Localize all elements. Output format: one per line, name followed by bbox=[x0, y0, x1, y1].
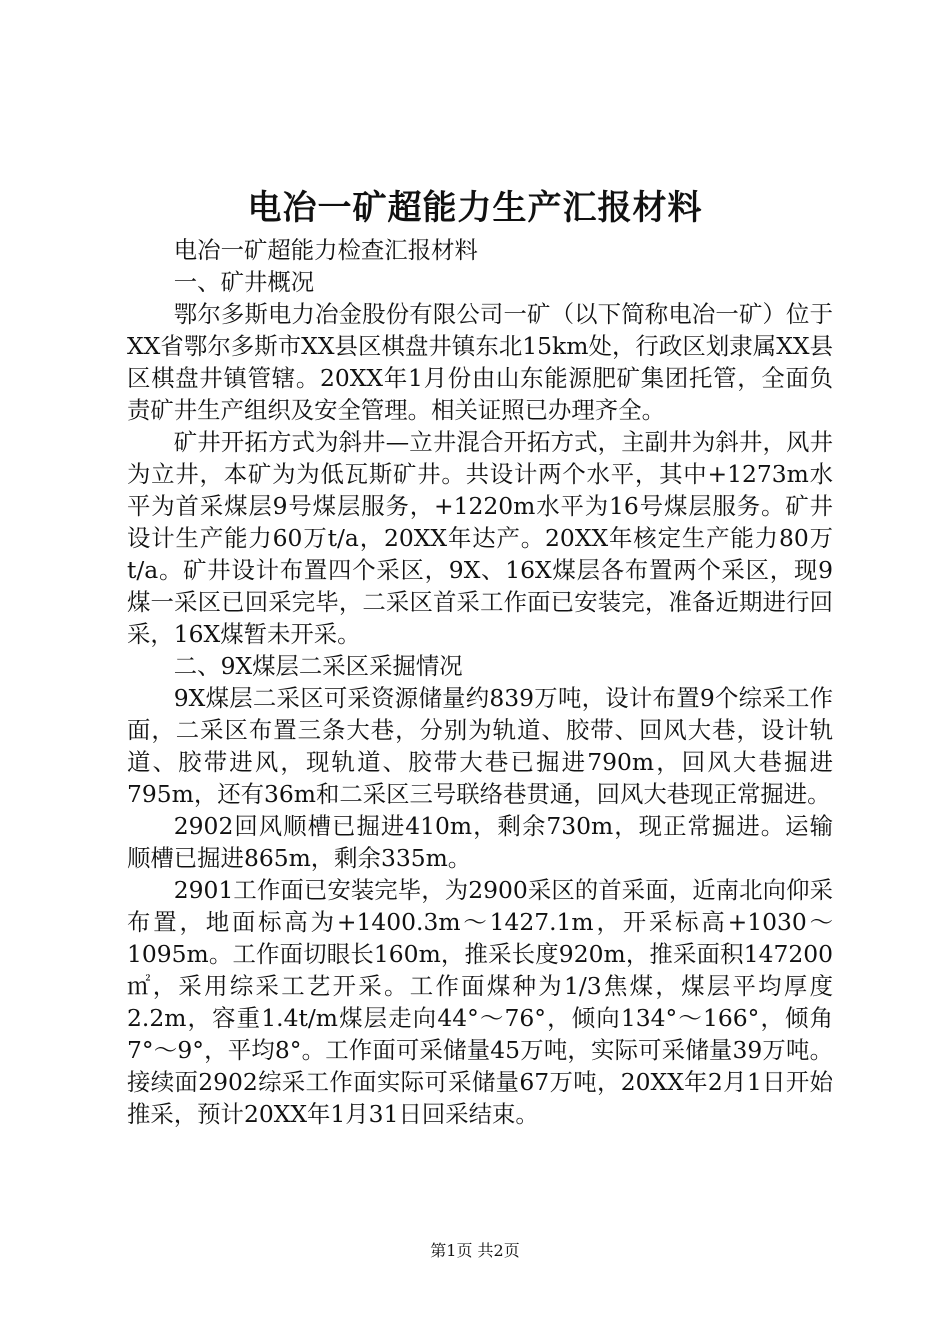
body-paragraph: 矿井开拓方式为斜井—立井混合开拓方式，主副井为斜井，风井为立井，本矿为为低瓦斯矿井。共设计两个水平，其中+1273m水平为首采煤层9号煤层服务，+1220m水平为16号煤层服务。矿井设计生产能力60万t/a，20XX年达产。20XX年核定生产能力80万t/a。矿井设计布置四个采区，9X、16X煤层各布置两个采区，现9煤一采区已回采完毕，二采区首采工作面已安装完，准备近期进行回采，16X煤暂未开采。 bbox=[127, 428, 833, 648]
document-body bbox=[127, 234, 833, 1130]
subtitle-paragraph: 电冶一矿超能力检查汇报材料 bbox=[173, 236, 478, 264]
section-heading-2: 二、9X煤层二采区采掘情况 bbox=[173, 652, 463, 680]
document-title: 电冶一矿超能力生产汇报材料 bbox=[247, 188, 703, 228]
body-paragraph: 9X煤层二采区可采资源储量约839万吨，设计布置9个综采工作面，二采区布置三条大巷，分别为轨道、胶带、回风大巷，设计轨道、胶带进风，现轨道、胶带大巷已掘进790m，回风大巷掘进795m，还有36m和二采区三号联络巷贯通，回风大巷现正常掘进。 bbox=[127, 684, 833, 808]
page-number-footer: 第1页 共2页 bbox=[430, 1241, 520, 1260]
body-paragraph: 2901工作面已安装完毕，为2900采区的首采面，近南北向仰采布置，地面标高为+1400.3m～1427.1m，开采标高+1030～1095m。工作面切眼长160m，推采长度920m，推采面积147200㎡，采用综采工艺开采。工作面煤种为1/3焦煤，煤层平均厚度2.2m，容重1.4t/m煤层走向44°～76°，倾向134°～166°，倾角7°～9°，平均8°。工作面可采储量45万吨，实际可采储量39万吨。接续面2902综采工作面实际可采储量67万吨，20XX年2月1日开始推采，预计20XX年1月31日回采结束。 bbox=[127, 876, 833, 1128]
section-heading-1: 一、矿井概况 bbox=[173, 268, 315, 296]
body-paragraph: 2902回风顺槽已掘进410m，剩余730m，现正常掘进。运输顺槽已掘进865m，剩余335m。 bbox=[127, 812, 833, 872]
body-paragraph: 鄂尔多斯电力冶金股份有限公司一矿（以下简称电冶一矿）位于XX省鄂尔多斯市XX县区棋盘井镇东北15km处，行政区划隶属XX县区棋盘井镇管辖。20XX年1月份由山东能源肥矿集团托管，全面负责矿井生产组织及安全管理。相关证照已办理齐全。 bbox=[127, 300, 833, 424]
